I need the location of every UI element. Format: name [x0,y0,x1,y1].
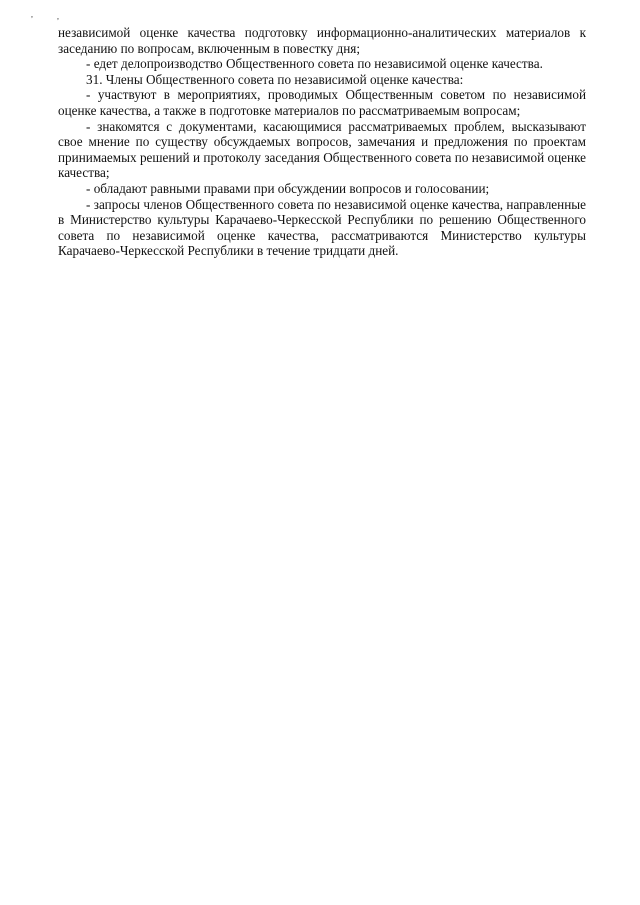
paragraph-equal-rights: - обладают равными правами при обсуждении вопросов и голосовании; [86,180,490,196]
scan-artifact-mark: , [31,10,33,19]
paragraph-requests: - запросы членов Общественного совета по независимой оценке качества, направленные в Министерство культуры Карачаево-Черкесской Республики по решению Общественного совета по независимой оценке качества, рассматриваются Министерство культуры Карачаево-Черкесской Республики в течение тридцати дней. [58,196,586,259]
paragraph-clause-31: 31. Члены Общественного совета по независимой оценке качества: [86,71,464,87]
scan-artifact-mark: , [57,12,59,21]
paragraph-documents: - знакомятся с документами, касающимися рассматриваемых проблем, высказывают свое мнение по существу обсуждаемых вопросов, замечания и предложения по проектам принимаемых решений и протоколу заседания Общественного совета по независимой оценке качества; [58,118,586,181]
paragraph-participation: - участвуют в мероприятиях, проводимых Общественным советом по независимой оценке качества, а также в подготовке материалов по рассматриваемым вопросам; [58,87,586,118]
document-body [58,25,586,259]
paragraph-continuation: независимой оценке качества подготовку информационно-аналитических материалов к заседанию по вопросам, включенным в повестку дня; [58,25,586,56]
paragraph-record-keeping: - едет делопроизводство Общественного совета по независимой оценке качества. [86,56,543,72]
